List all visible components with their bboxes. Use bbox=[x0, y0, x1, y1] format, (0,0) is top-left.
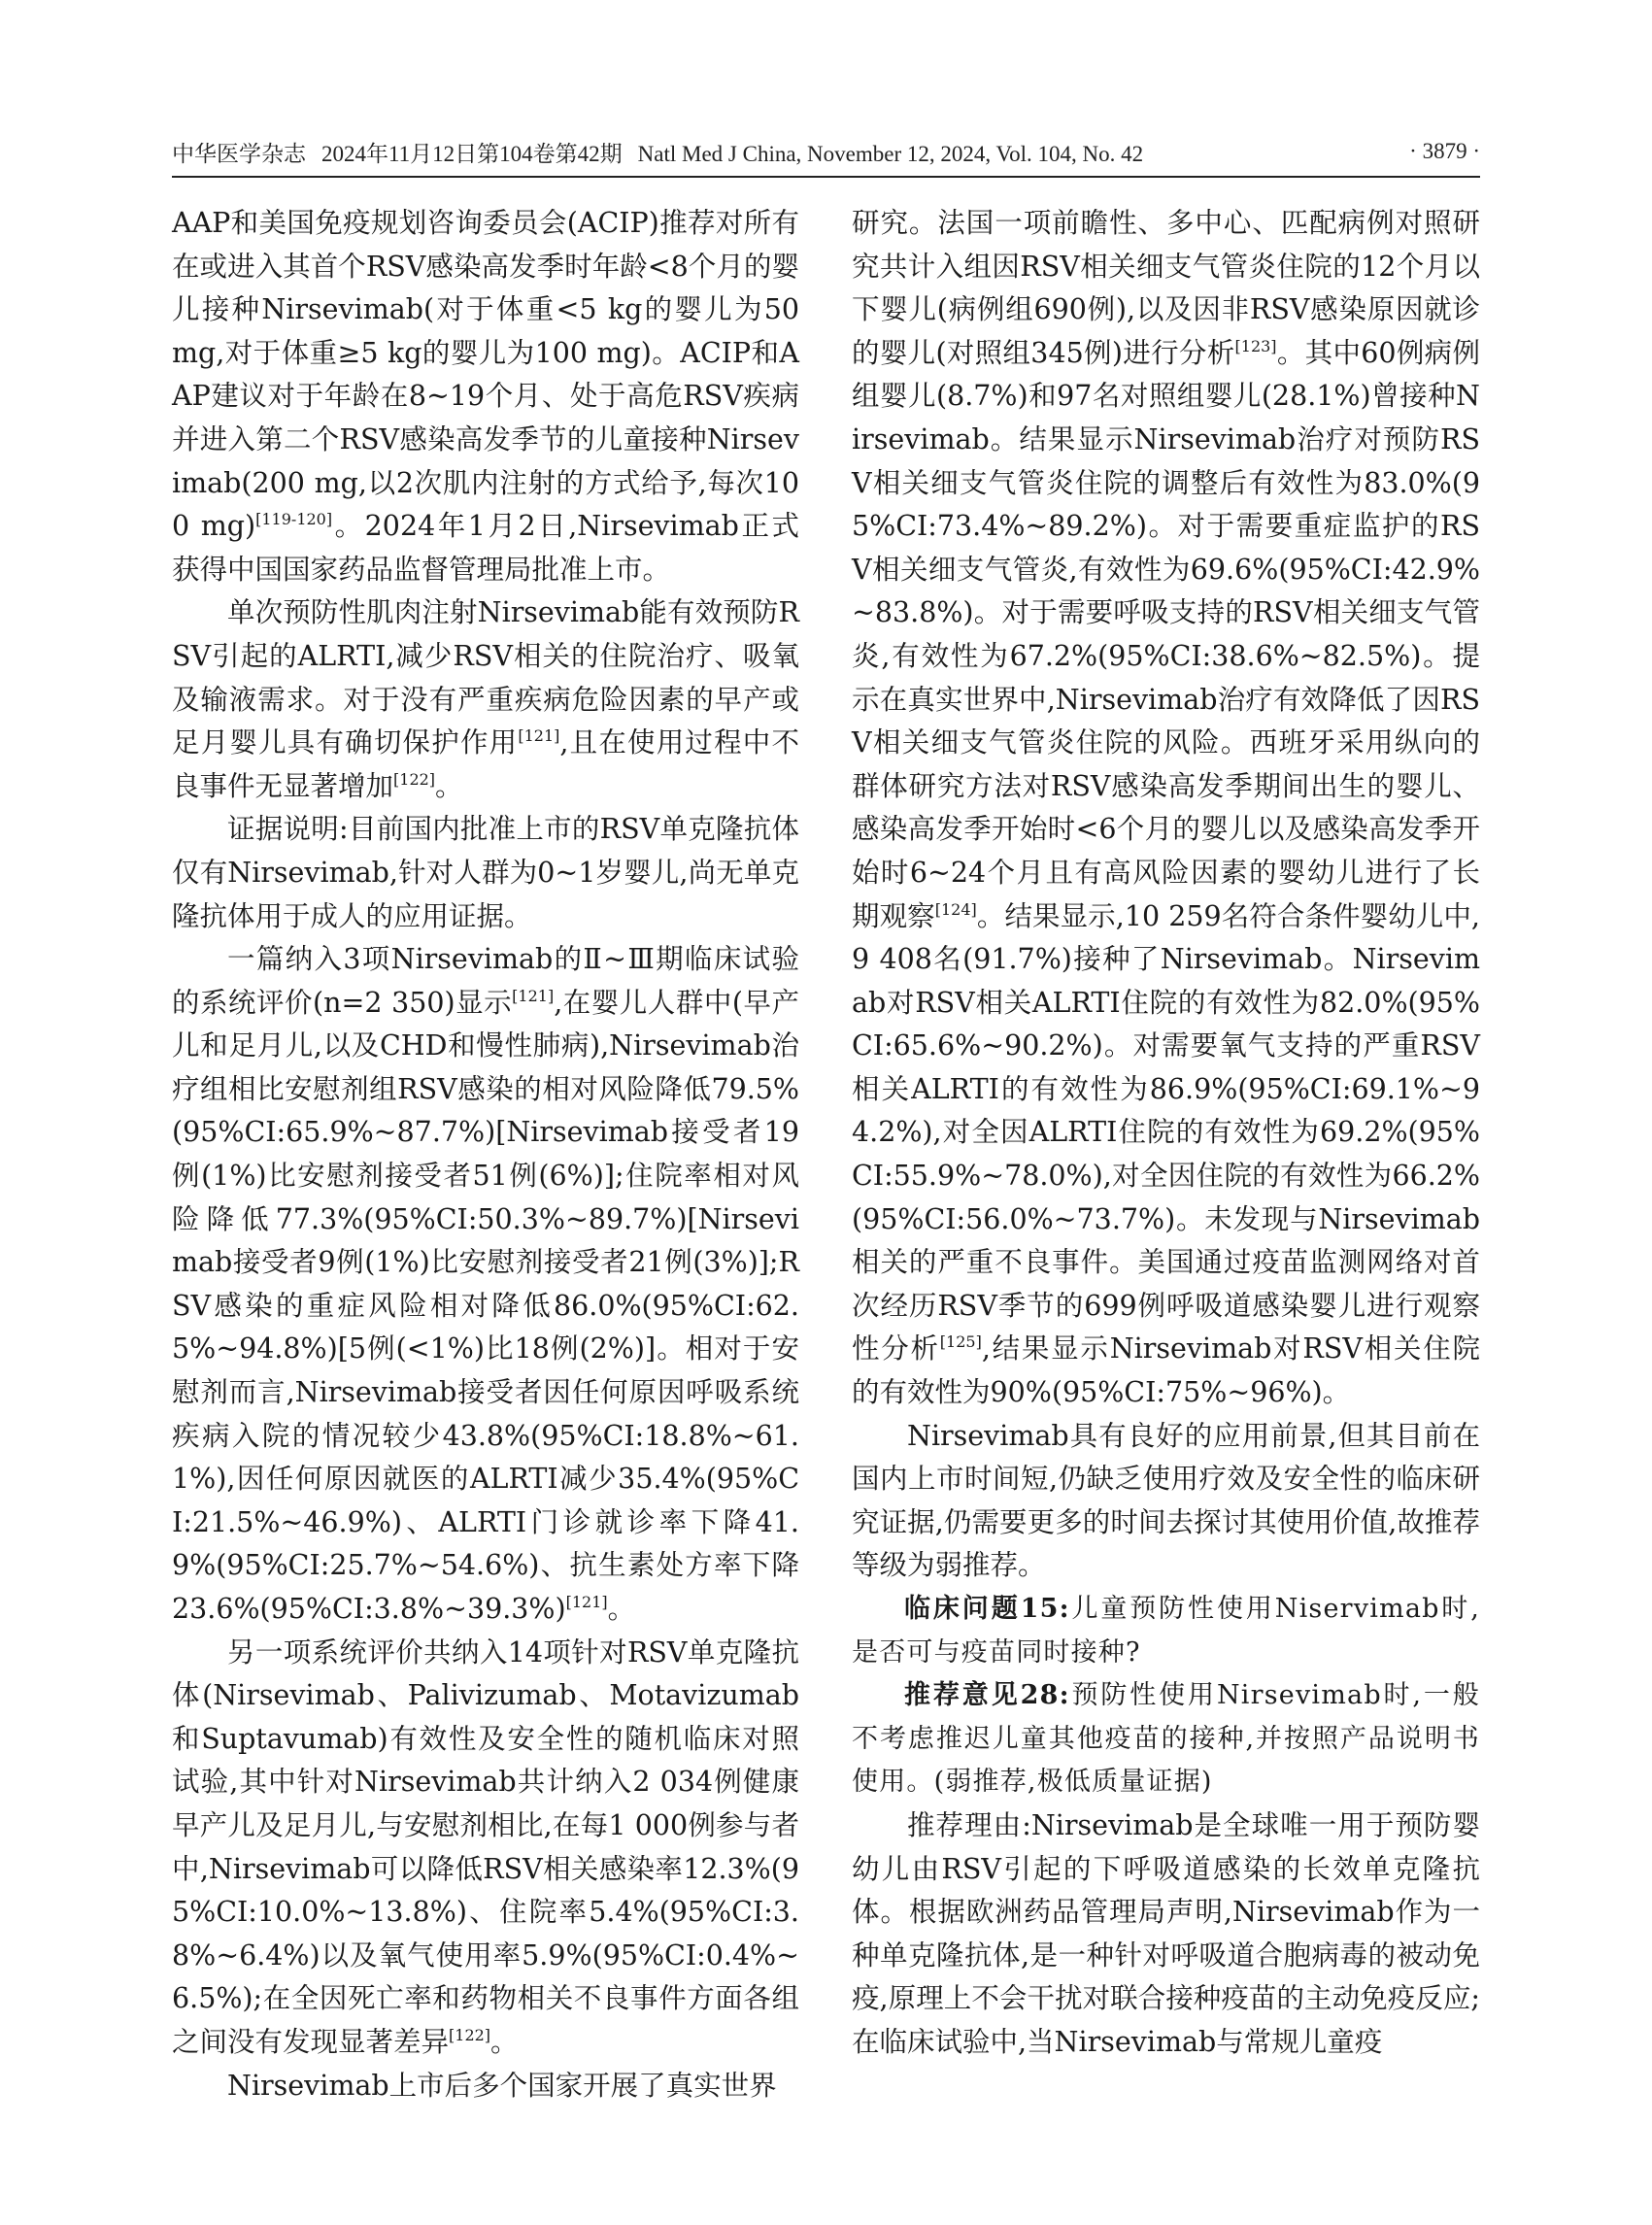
journal-name-cn: 中华医学杂志 bbox=[172, 141, 306, 166]
question-text: 儿童预防性使用Niservimab时,是否可与疫苗同时接种? bbox=[852, 1594, 1480, 1668]
paragraph: Nirsevimab上市后多个国家开展了真实世界 bbox=[227, 2069, 777, 2102]
citation: [125] bbox=[939, 1332, 982, 1352]
paragraph: 另一项系统评价共纳入14项针对RSV单克隆抗体(Nirsevimab、Palivizumab、Motavizumab和Suptavumab)有效性及安全性的随机临床对照试验,其中针对Nirsevimab共计纳入2 034例健康早产儿及足月儿,与安慰剂相比,在每1 000例参与者中,Nirsevimab可以降低RSV相关感染率12.3%(95%CI:10.0%~13.8%)、住院率5.4%(95%CI:3.8%~6.4%)以及氧气使用率5.9%(95%CI:0.4%~6.5%);在全因死亡率和药物相关不良事件方面各组之间没有发现显著差异[122]。 bbox=[172, 1635, 799, 2058]
recommendation-28 bbox=[852, 1674, 1480, 1804]
issue-date-cn: 2024年11月12日第104卷第42期 bbox=[321, 141, 623, 166]
paragraph: 研究。法国一项前瞻性、多中心、匹配病例对照研究共计入组因RSV相关细支气管炎住院的12个月以下婴儿(病例组690例),以及因非RSV感染原因就诊的婴儿(对照组345例)进行分析[123]。其中60例病例组婴儿(8.7%)和97名对照组婴儿(28.1%)曾接种Nirsevimab。结果显示Nirsevimab治疗对预防RSV相关细支气管炎住院的调整后有效性为83.0%(95%CI:73.4%~89.2%)。对于需要重症监护的RSV相关细支气管炎,有效性为69.6%(95%CI:42.9%~83.8%)。对于需要呼吸支持的RSV相关细支气管炎,有效性为67.2%(95%CI:38.6%~82.5%)。提示在真实世界中,Nirsevimab治疗有效降低了因RSV相关细支气管炎住院的风险。西班牙采用纵向的群体研究方法对RSV感染高发季期间出生的婴儿、感染高发季开始时<6个月的婴儿以及感染高发季开始时6~24个月且有高风险因素的婴幼儿进行了长期观察[124]。结果显示,10 259名符合条件婴幼儿中,9 408名(91.7%)接种了Nirsevimab。Nirsevimab对RSV相关ALRTI住院的有效性为82.0%(95%CI:65.6%~90.2%)。对需要氧气支持的严重RSV相关ALRTI的有效性为86.9%(95%CI:69.1%~94.2%),对全因ALRTI住院的有效性为69.2%(95%CI:55.9%~78.0%),对全因住院的有效性为66.2%(95%CI:56.0%~73.7%)。未发现与Nirsevimab相关的严重不良事件。美国通过疫苗监测网络对首次经历RSV季节的699例呼吸道感染婴儿进行观察性分析[125],结果显示Nirsevimab对RSV相关住院的有效性为90%(95%CI:75%~96%)。 bbox=[852, 207, 1480, 1409]
journal-citation-en: Natl Med J China, November 12, 2024, Vol. 104, No. 42 bbox=[637, 141, 1144, 166]
recommendation-reason bbox=[852, 1804, 1480, 2065]
citation: [119-120] bbox=[255, 510, 333, 529]
citation: [121] bbox=[512, 986, 555, 1005]
recommendation-label: 推荐意见28: bbox=[904, 1680, 1070, 1711]
reason-text: Nirsevimab是全球唯一用于预防婴幼儿由RSV引起的下呼吸道感染的长效单克隆抗体。根据欧洲药品管理局声明,Nirsevimab作为一种单克隆抗体,是一种针对呼吸道合胞病毒的被动免疫,原理上不会干扰对联合接种疫苗的主动免疫反应;在临床试验中,当Nirsevimab与常规儿童疫 bbox=[852, 1808, 1480, 2058]
paragraph: AAP和美国免疫规划咨询委员会(ACIP)推荐对所有在或进入其首个RSV感染高发季时年龄<8个月的婴儿接种Nirsevimab(对于体重<5 kg的婴儿为50 mg,对于体重≥5 kg的婴儿为100 mg)。ACIP和AAP建议对于年龄在8~19个月、处于高危RSV疾病并进入第二个RSV感染高发季节的儿童接种Nirsevimab(200 mg,以2次肌内注射的方式给予,每次100 mg)[119-120]。2024年1月2日,Nirsevimab正式获得中国国家药品监督管理局批准上市。 bbox=[172, 207, 799, 586]
citation: [124] bbox=[934, 899, 977, 919]
citation: [123] bbox=[1234, 336, 1277, 355]
header-rule bbox=[172, 176, 1480, 178]
citation: [121] bbox=[565, 1593, 608, 1611]
paragraph: Nirsevimab具有良好的应用前景,但其目前在国内上市时间短,仍缺乏使用疗效及安全性的临床研究证据,仍需要更多的时间去探讨其使用价值,故推荐等级为弱推荐。 bbox=[852, 1419, 1480, 1582]
header-left bbox=[172, 136, 1159, 168]
paragraph: 证据说明:目前国内批准上市的RSV单克隆抗体仅有Nirsevimab,针对人群为0~1岁婴儿,尚无单克隆抗体用于成人的应用证据。 bbox=[172, 813, 799, 932]
clinical-question-15 bbox=[852, 1588, 1480, 1674]
page-number: · 3879 · bbox=[1409, 139, 1480, 163]
paragraph: 单次预防性肌肉注射Nirsevimab能有效预防RSV引起的ALRTI,减少RSV相关的住院治疗、吸氧及输液需求。对于没有严重疾病危险因素的早产或足月婴儿具有确切保护作用[121],且在使用过程中不良事件无显著增加[122]。 bbox=[172, 596, 799, 802]
right-column bbox=[852, 202, 1480, 2144]
citation: [121] bbox=[518, 726, 560, 746]
citation: [122] bbox=[393, 769, 436, 789]
question-label: 临床问题15: bbox=[904, 1594, 1070, 1624]
paragraph: 一篇纳入3项Nirsevimab的Ⅱ~Ⅲ期临床试验的系统评价(n=2 350)显示[121],在婴儿人群中(早产儿和足月儿,以及CHD和慢性肺病),Nirsevimab治疗组相比安慰剂组RSV感染的相对风险降低79.5%(95%CI:65.9%~87.7%)[Nirsevimab接受者19例(1%)比安慰剂接受者51例(6%)];住院率相对风险降低77.3%(95%CI:50.3%~89.7%)[Nirsevimab接受者9例(1%)比安慰剂接受者21例(3%)];RSV感染的重症风险相对降低86.0%(95%CI:62.5%~94.8%)[5例(<1%)比18例(2%)]。相对于安慰剂而言,Nirsevimab接受者因任何原因呼吸系统疾病入院的情况较少43.8%(95%CI:18.8%~61.1%),因任何原因就医的ALRTI减少35.4%(95%CI:21.5%~46.9%)、ALRTI门诊就诊率下降41.9%(95%CI:25.7%~54.6%)、抗生素处方率下降23.6%(95%CI:3.8%~39.3%)[121]。 bbox=[172, 943, 799, 1625]
running-header bbox=[172, 132, 1480, 171]
left-column bbox=[172, 202, 799, 2144]
recommendation-text: 预防性使用Nirsevimab时,一般不考虑推迟儿童其他疫苗的接种,并按照产品说明书使用。(弱推荐,极低质量证据) bbox=[852, 1680, 1480, 1798]
reason-label: 推荐理由: bbox=[907, 1808, 1031, 1841]
citation: [122] bbox=[449, 2025, 491, 2044]
